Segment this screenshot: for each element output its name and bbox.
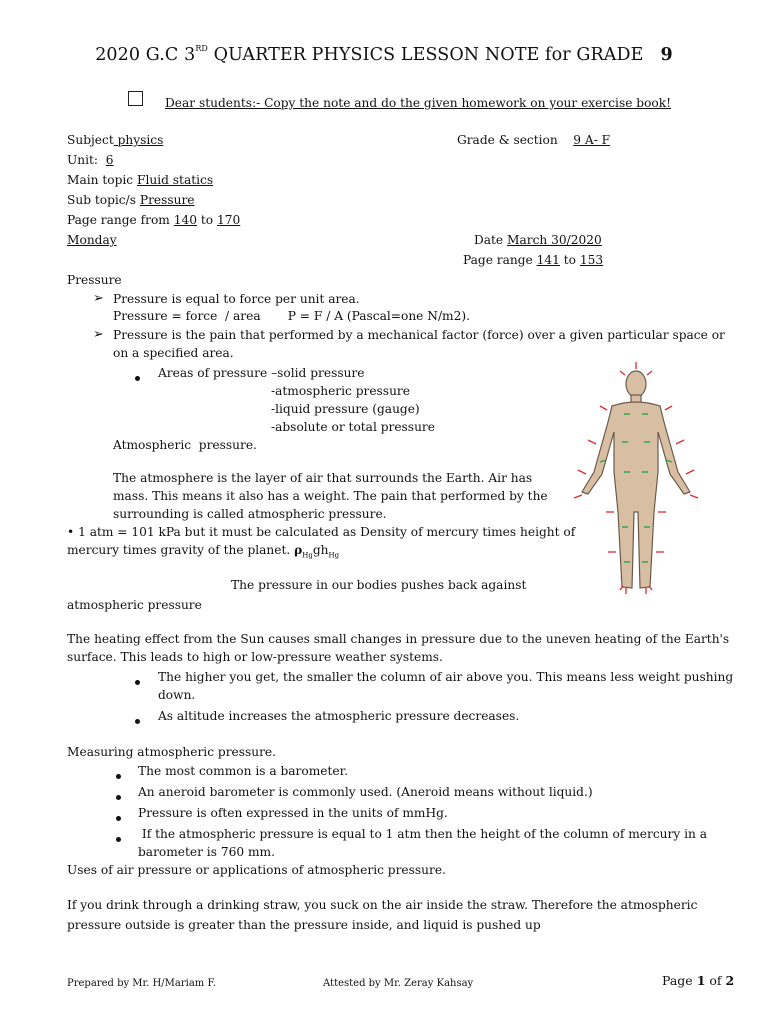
altitude-bullet: As altitude increases the atmospheric pressure decreases.	[158, 709, 520, 723]
day-value: Monday	[67, 233, 117, 247]
date-value: March 30/2020	[507, 233, 602, 247]
measuring-heading: Measuring atmospheric pressure.	[67, 745, 277, 759]
pressure-formula: Pressure = force / area P = F / A (Pascal=one N/m2).	[113, 309, 470, 323]
sub-topic-label: Sub topic/s	[67, 193, 140, 207]
higher-bullet-cont: down.	[158, 688, 196, 702]
sub-topic-value: Pressure	[139, 193, 195, 207]
page-range2-to-label: to	[559, 253, 580, 267]
rho-symbol: ρ	[294, 543, 303, 557]
measuring-bullet4: If the atmospheric pressure is equal to 1 atm then the height of the column of mercury in a	[138, 827, 707, 841]
caption-line2: atmospheric pressure	[67, 598, 202, 612]
page-number	[662, 973, 734, 989]
bullet-pressure-definition: Pressure is equal to force per unit area.	[113, 292, 360, 306]
atm-para-line5	[67, 543, 339, 561]
day-line	[67, 233, 117, 249]
bullet-dot-icon	[135, 370, 140, 386]
subject-label: Subject	[67, 133, 114, 147]
atm-para-line2: mass. This means it also has a weight. The pain that performed by the	[113, 489, 548, 503]
bullet-dot-icon	[116, 768, 121, 784]
straw-line1: If you drink through a drinking straw, you suck on the air inside the straw. Therefore the atmospheric	[67, 898, 698, 912]
page-range-to-label: to	[197, 213, 217, 227]
attested-by: Attested by Mr. Zeray Kahsay	[323, 978, 474, 989]
page-range-label: Page range from	[67, 213, 174, 227]
measuring-bullet2: An aneroid barometer is commonly used. (Aneroid means without liquid.)	[138, 785, 593, 799]
measuring-bullet1: The most common is a barometer.	[138, 764, 348, 778]
higher-bullet: The higher you get, the smaller the column of air above you. This means less weight pushing	[158, 670, 734, 684]
checkbox-icon	[128, 91, 143, 106]
page-label: Page	[662, 973, 697, 988]
arrow-bullet-icon: ➢	[93, 327, 104, 342]
page-total: 2	[725, 973, 735, 988]
human-body-figure	[570, 362, 725, 602]
page-range2-from: 141	[536, 253, 560, 267]
sub-topic-line	[67, 193, 195, 209]
heating-line2: surface. This leads to high or low-pressure weather systems.	[67, 650, 443, 664]
dear-students-note: Dear students:- Copy the note and do the given homework on your exercise book!	[165, 96, 672, 110]
bullet-dot-icon	[116, 789, 121, 805]
date-line	[474, 233, 602, 249]
unit-line	[67, 153, 114, 169]
prepared-by: Prepared by Mr. H/Mariam F.	[67, 978, 217, 989]
title-text-rest: QUARTER PHYSICS LESSON NOTE for GRADE	[207, 45, 644, 65]
date-label: Date	[474, 233, 508, 247]
main-topic-line	[67, 173, 213, 189]
areas-of-pressure: Areas of pressure –solid pressure	[158, 366, 365, 380]
atmospheric-heading: Atmospheric pressure.	[113, 438, 257, 452]
title-text: 2020 G.C 3	[95, 45, 196, 65]
main-topic-label: Main topic	[67, 173, 138, 187]
pressure-heading: Pressure	[67, 273, 122, 287]
grade-line	[457, 133, 610, 149]
area-atmospheric: -atmospheric pressure	[271, 384, 410, 398]
title-superscript: RD	[195, 44, 208, 53]
bullet-pressure-pain-cont: on a specified area.	[113, 346, 234, 360]
subject-value: physics	[113, 133, 164, 147]
straw-line2: pressure outside is greater than the pressure inside, and liquid is pushed up	[67, 918, 541, 932]
area-liquid: -liquid pressure (gauge)	[271, 402, 420, 416]
page-range2-to: 153	[579, 253, 604, 267]
heating-line1: The heating effect from the Sun causes small changes in pressure due to the uneven heating of the Earth's	[67, 632, 730, 646]
atm-para-line4: • 1 atm = 101 kPa but it must be calculated as Density of mercury times height of	[67, 525, 576, 539]
page-title	[0, 44, 768, 67]
atm-para-line5-text: mercury times gravity of the planet.	[67, 543, 295, 557]
bullet-pressure-pain: Pressure is the pain that performed by a mechanical factor (force) over a given particular space or	[113, 328, 725, 342]
title-grade: 9	[660, 45, 673, 65]
grade-value: 9 A- F	[573, 133, 611, 147]
atm-para-line1: The atmosphere is the layer of air that surrounds the Earth. Air has	[113, 471, 533, 485]
atm-para-line3: surrounding is called atmospheric pressure.	[113, 507, 387, 521]
unit-value: 6	[105, 153, 114, 167]
gh-text: gh	[312, 543, 329, 557]
measuring-bullet3: Pressure is often expressed in the units of mmHg.	[138, 806, 448, 820]
arrow-bullet-icon: ➢	[93, 291, 104, 306]
grade-label: Grade & section	[457, 133, 558, 147]
area-absolute: -absolute or total pressure	[271, 420, 435, 434]
page-range-line	[67, 213, 240, 229]
page-current: 1	[696, 973, 706, 988]
bullet-dot-icon	[116, 810, 121, 826]
bullet-dot-icon	[116, 831, 121, 847]
page-range2-label: Page range	[463, 253, 537, 267]
page-range-to: 170	[217, 213, 241, 227]
main-topic-value: Fluid statics	[137, 173, 214, 187]
measuring-bullet4-cont: barometer is 760 mm.	[138, 845, 275, 859]
page-of-label: of	[705, 973, 726, 988]
page-range-from: 140	[173, 213, 198, 227]
unit-label: Unit:	[67, 153, 99, 167]
bullet-dot-icon	[135, 713, 140, 729]
bullet-dot-icon	[135, 674, 140, 690]
uses-heading: Uses of air pressure or applications of atmospheric pressure.	[67, 863, 446, 877]
subject-line	[67, 133, 163, 149]
caption-line1: The pressure in our bodies pushes back against	[231, 578, 527, 592]
hg-subscript: Hg	[302, 551, 313, 560]
page-range2-line	[463, 253, 603, 269]
hg-subscript-2: Hg	[328, 551, 340, 560]
